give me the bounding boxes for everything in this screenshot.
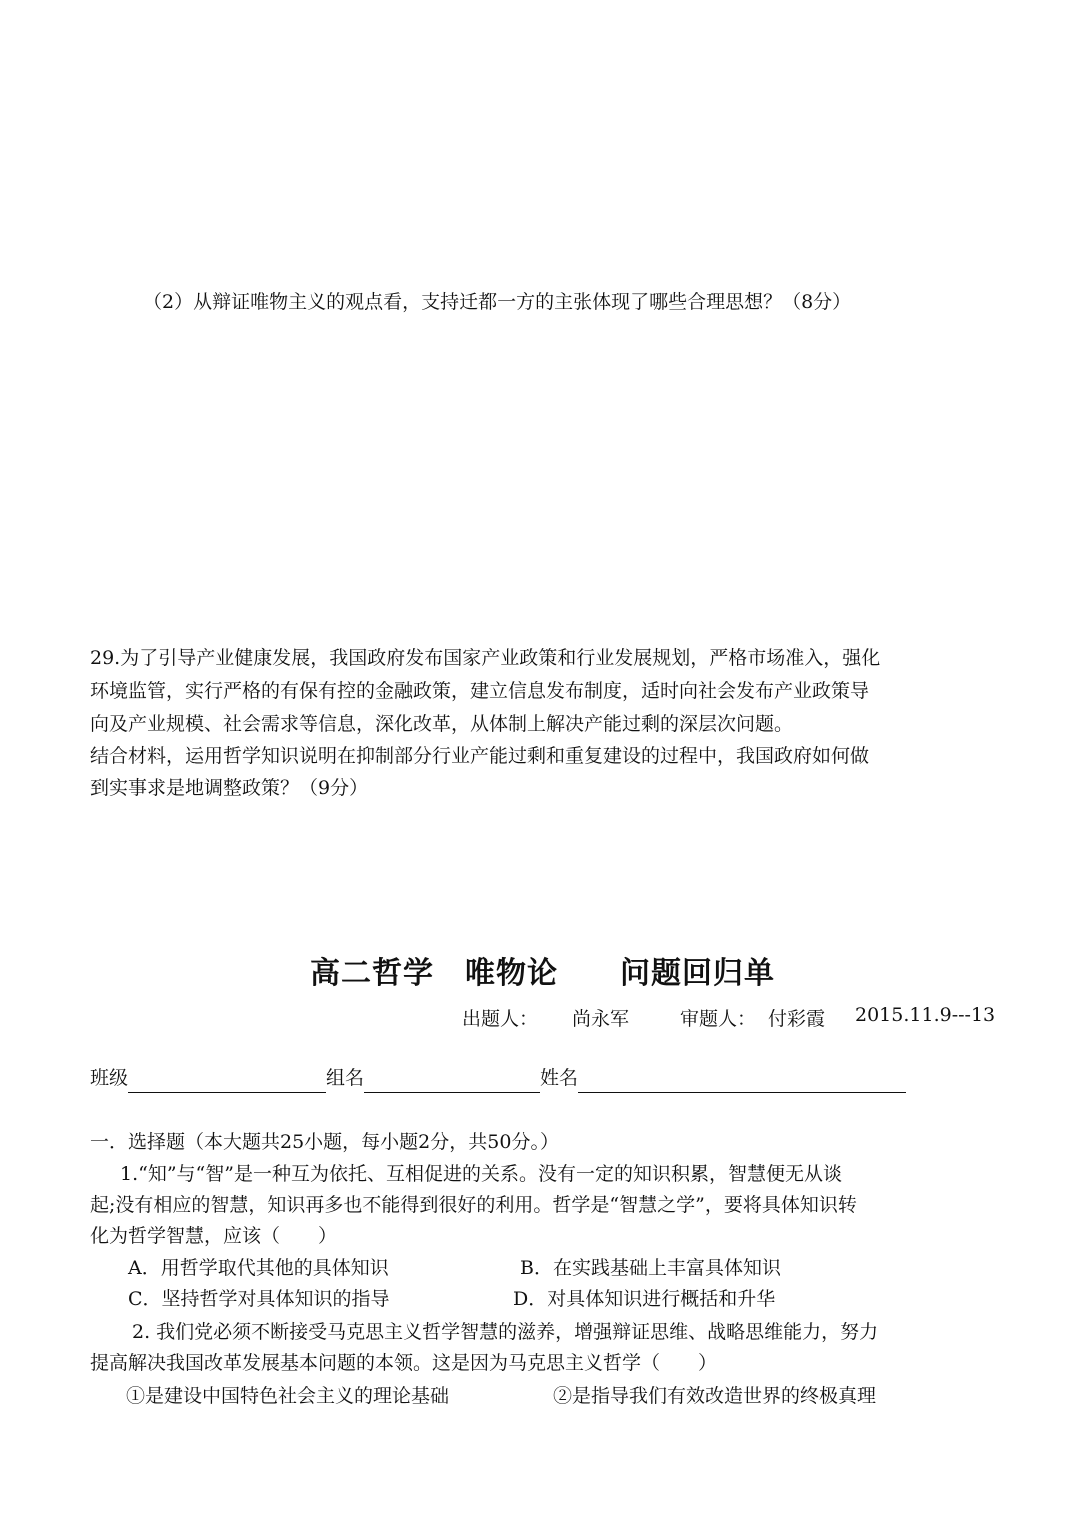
group-input-line[interactable]	[364, 1068, 540, 1093]
question-2-line-2: 提高解决我国改革发展基本问题的本领。这是因为马克思主义哲学（ ）	[90, 1352, 718, 1374]
author-name: 尚永军	[572, 1008, 630, 1030]
reviewer-name: 付彩霞	[768, 1008, 826, 1030]
name-label: 姓名	[540, 1067, 579, 1089]
group-label: 组名	[326, 1067, 365, 1089]
question-2-line-1: 2. 我们党必须不断接受马克思主义哲学智慧的滋养，增强辩证思维、战略思维能力，努力	[132, 1321, 879, 1343]
author-label: 出题人：	[462, 1008, 539, 1030]
question-1-line-3: 化为哲学智慧，应该（ ）	[90, 1225, 338, 1247]
question-29-line-4: 结合材料，运用哲学知识说明在抑制部分行业产能过剩和重复建设的过程中，我国政府如何做	[90, 745, 870, 767]
question-29-line-3: 向及产业规模、社会需求等信息，深化改革，从体制上解决产能过剩的深层次问题。	[90, 713, 794, 735]
question-2-item-1: ①是建设中国特色社会主义的理论基础	[126, 1385, 450, 1407]
question-1-line-1: 1.“知”与“智”是一种互为依托、互相促进的关系。没有一定的知识积累，智慧便无从谈	[120, 1163, 842, 1185]
question-29-line-1: 29.为了引导产业健康发展，我国政府发布国家产业政策和行业发展规划，严格市场准入，强化	[90, 647, 881, 669]
student-info-row	[90, 1063, 906, 1093]
question-1-option-b: B．在实践基础上丰富具体知识	[520, 1257, 781, 1279]
section-1-heading: 一．选择题（本大题共25小题，每小题2分，共50分。）	[90, 1131, 559, 1153]
page-title: 高二哲学 唯物论 问题回归单	[310, 956, 775, 991]
question-28-part-2: （2）从辩证唯物主义的观点看，支持迁都一方的主张体现了哪些合理思想？（8分）	[143, 291, 852, 313]
question-29-line-2: 环境监管，实行严格的有保有控的金融政策，建立信息发布制度，适时向社会发布产业政策导	[90, 680, 870, 702]
question-1-option-a: A．用哲学取代其他的具体知识	[128, 1257, 389, 1279]
question-2-item-2: ②是指导我们有效改造世界的终极真理	[553, 1385, 877, 1407]
question-29-line-5: 到实事求是地调整政策？（9分）	[90, 777, 369, 799]
reviewer-label: 审题人：	[680, 1008, 757, 1030]
question-1-option-d: D．对具体知识进行概括和升华	[513, 1288, 776, 1310]
class-label: 班级	[90, 1067, 129, 1089]
question-1-line-2: 起;没有相应的智慧，知识再多也不能得到很好的利用。哲学是“智慧之学”，要将具体知识转	[90, 1194, 857, 1216]
name-input-line[interactable]	[578, 1068, 906, 1093]
date-range: 2015.11.9---13	[855, 1004, 996, 1026]
class-input-line[interactable]	[128, 1068, 326, 1093]
question-1-option-c: C．坚持哲学对具体知识的指导	[128, 1288, 390, 1310]
